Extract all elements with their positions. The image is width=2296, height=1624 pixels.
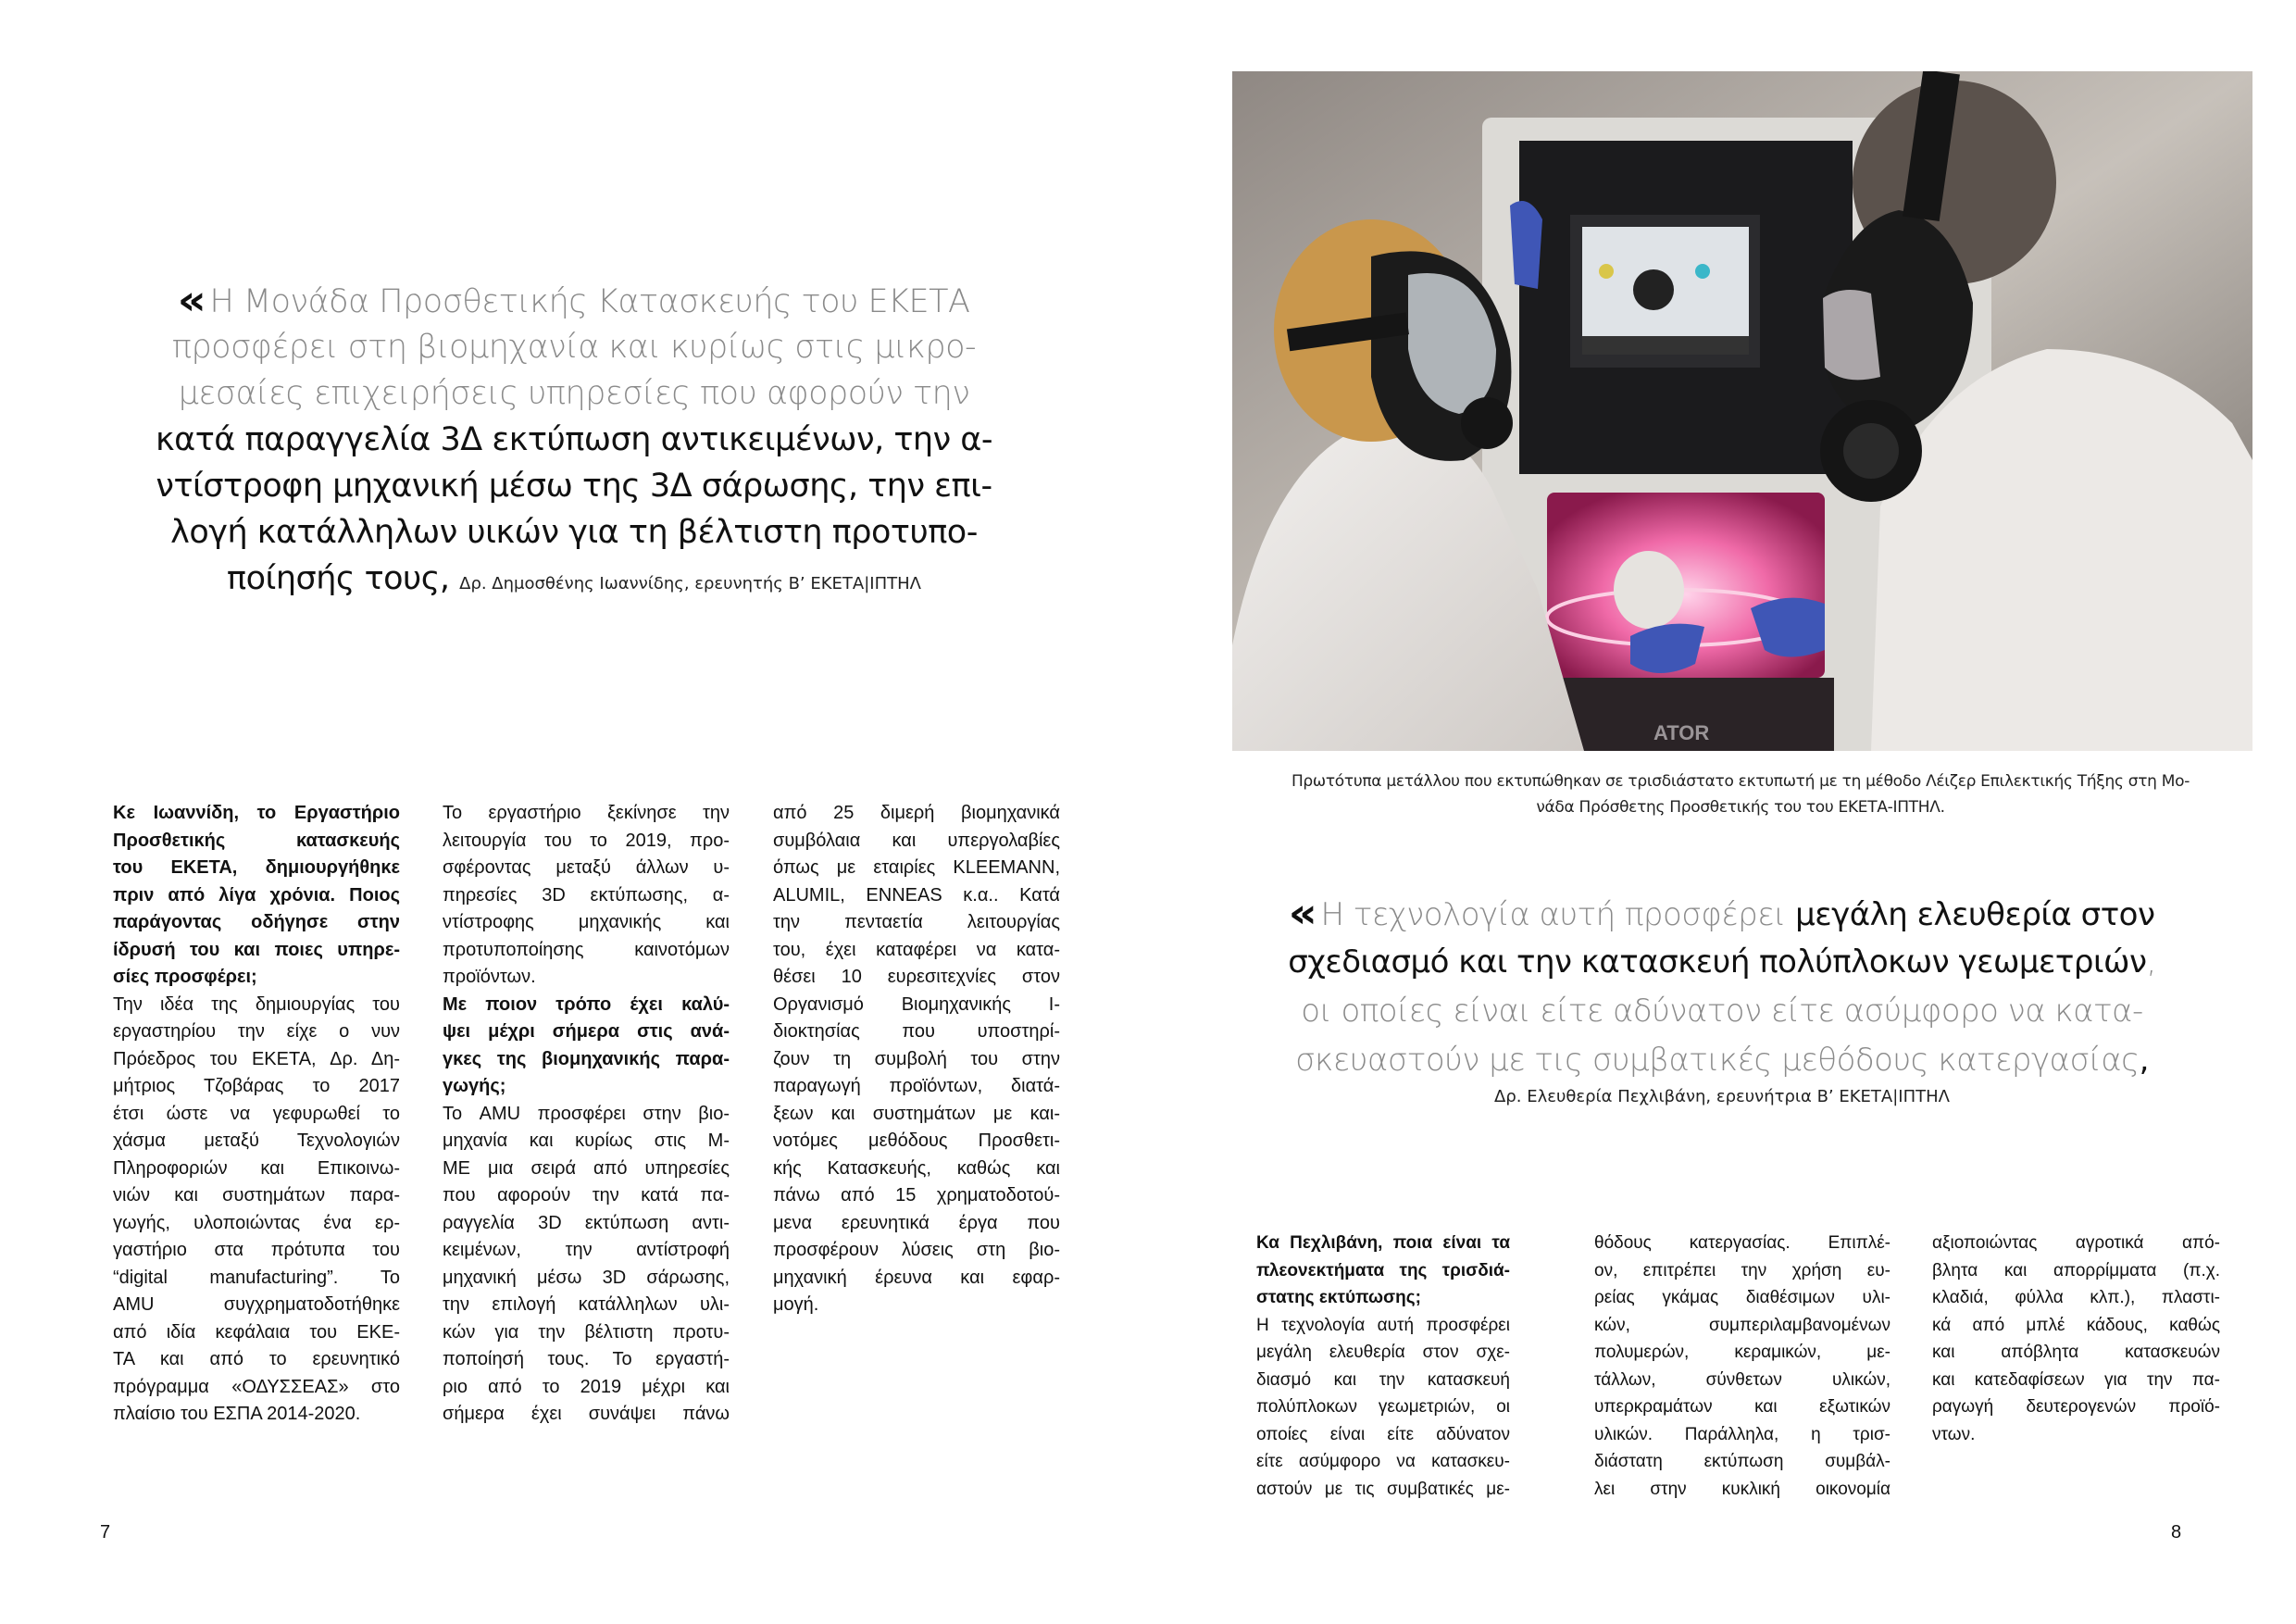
pull-quote-line: σκευαστούν με τις συμβατικές μεθόδους κατεργασίας, [1295, 1042, 2149, 1079]
body-text-line: μηχανική έρευνα και εφαρ- [773, 1267, 1060, 1288]
pull-quote-line: λογή κατάλληλων υικών για τη βέλτιστη προτυπο- [170, 514, 978, 551]
pull-quote-line: κατά παραγγελία 3Δ εκτύπωση αντικειμένων, την α- [156, 421, 992, 458]
body-text-line: προσφέρουν λύσεις στη βιο- [773, 1240, 1060, 1260]
body-text-line: Η τεχνολογία αυτή προσφέρει [1256, 1315, 1510, 1335]
body-text-line: ραγωγή δευτερογενών προϊό- [1932, 1397, 2220, 1417]
body-text-line: “digital manufacturing”. Το [113, 1267, 400, 1288]
body-text-line: ντίστροφης μηχανικής και [443, 912, 730, 932]
body-text-line: κών για την βέλτιστη προτυ- [443, 1321, 730, 1343]
body-text-line: Το εργαστήριο ξεκίνησε την [443, 803, 730, 823]
body-text-line: μεγάλη ελευθερία στον σχε- [1256, 1343, 1510, 1362]
question-line: γκες της βιομηχανικής παρα- [443, 1048, 730, 1069]
page-number: 8 [2171, 1522, 2182, 1543]
article-column-2 [443, 800, 730, 1429]
pull-quote-line: οι οποίες είναι είτε αδύνατον είτε ασύμφορο να κατα- [1301, 993, 2143, 1030]
body-text-line: Πληροφοριών και Επικοινω- [113, 1157, 400, 1179]
question-line: Κα Πεχλιβάνη, ποια είναι τα [1256, 1233, 1510, 1253]
body-text-line: νιών και συστημάτων παρα- [113, 1185, 400, 1206]
body-text-line: λειτουργία του το 2019, προ- [443, 830, 730, 851]
page-number: 7 [100, 1522, 111, 1543]
body-text-line: βλητα και απορρίμματα (π.χ. [1932, 1260, 2220, 1280]
body-text-line: πολυμερών, κεραμικών, με- [1594, 1343, 1890, 1362]
body-text-line: νοτόμες μεθόδους Προσθετι- [773, 1131, 1060, 1151]
body-text-line: και απόβλητα κατασκευών [1932, 1343, 2220, 1362]
question-line: πλεονεκτήματα της τρισδιά- [1256, 1260, 1510, 1280]
pull-quote-line: σχεδιασμό και την κατασκευή πολύπλοκων γεωμετριών, [1288, 943, 2156, 981]
body-text-line: Οργανισμό Βιομηχανικής Ι- [773, 993, 1060, 1015]
body-text-line: ον, επιτρέπει την χρήση ευ- [1594, 1260, 1890, 1280]
question-line: παράγοντας οδήγησε στην [113, 912, 400, 932]
photo-lab-3d-printer [1232, 71, 2252, 751]
question-line: σίες προσφέρει; [113, 967, 257, 987]
caption-line: Πρωτότυπα μετάλλου που εκτυπώθηκαν σε τρισδιάστατο εκτυπωτή με τη μέθοδο Λέιζερ Επιλεκτικής Τήξης στη Μο- [1291, 772, 2190, 791]
body-text-line: Το AMU προσφέρει στην βιο- [443, 1103, 730, 1124]
body-text-line: πηρεσίες 3D εκτύπωσης, α- [443, 884, 730, 906]
quote-mark-icon: « [177, 277, 206, 324]
body-text-line: όπως με εταιρίες KLEEMANN, [773, 857, 1060, 878]
body-text-line: ρείας γκάμας διαθέσιμων υλι- [1594, 1288, 1890, 1307]
body-text-line: εργαστηρίου την είχε ο νυν [113, 1021, 400, 1042]
pull-quote-attribution: Δρ. Δημοσθένης Ιωαννίδης, ερευνητής Β’ ΕΚΕΤΑ|ΙΠΤΗΛ [459, 574, 921, 593]
pull-quote-line: προσφέρει στη βιομηχανία και κυρίως στις μικρο- [171, 329, 977, 366]
body-text-line: πλαίσιο του ΕΣΠΑ 2014-2020. [113, 1404, 361, 1424]
body-text-line: μηχανική μέσω 3D σάρωσης, [443, 1267, 730, 1288]
body-text-line: θόδους κατεργασίας. Επιπλέ- [1594, 1233, 1890, 1253]
body-text-line: μενα ερευνητικά έργα που [773, 1212, 1060, 1233]
photo-caption [1250, 768, 2231, 820]
body-text-line: συμβόλαια και υπεργολαβίες [773, 830, 1060, 851]
pull-quote-pechlivani [1259, 889, 2185, 1109]
body-text-line: πρόγραμμα «ΟΔΥΣΣΕΑΣ» στο [113, 1376, 400, 1397]
body-text-line: Την ιδέα της δημιουργίας του [113, 993, 400, 1015]
photo-brand-text: ATOR [1653, 721, 1710, 744]
pull-quote-ioannidis [139, 278, 1009, 602]
body-text-line: από ιδία κεφάλαια του ΕΚΕ- [113, 1321, 400, 1343]
question-line: ψει μέχρι σήμερα στις ανά- [443, 1021, 730, 1042]
body-text-line: διασμό και την κατασκευή [1256, 1369, 1510, 1390]
article-column-6 [1932, 1230, 2220, 1448]
quote-mark-icon: « [1288, 890, 1316, 937]
question-line: Προσθετικής κατασκευής [113, 830, 400, 851]
question-line: γωγής; [443, 1076, 506, 1096]
body-text-line: προϊόντων. [443, 967, 536, 987]
pull-quote-line: ντίστροφη μηχανική μέσω της 3Δ σάρωσης, την επι- [156, 468, 992, 505]
question-line: του ΕΚΕΤΑ, δημιουργήθηκε [113, 857, 400, 878]
body-text-line: γαστήριο στα πρότυπα του [113, 1240, 400, 1260]
body-text-line: από 25 διμερή βιομηχανικά [773, 803, 1060, 823]
pull-quote-line: « Η Μονάδα Προσθετικής Κατασκευής του ΕΚΕΤΑ [177, 277, 970, 324]
question-line: Με ποιον τρόπο έχει καλύ- [443, 993, 730, 1015]
body-text-line: σφέροντας μεταξύ άλλων υ- [443, 857, 730, 878]
body-text-line: μογή. [773, 1294, 819, 1315]
body-text-line: οποίες είναι είτε αδύνατον [1256, 1424, 1510, 1444]
body-text-line: την πενταετία λειτουργίας [773, 912, 1060, 932]
body-text-line: ΤΑ και από το ερευνητικό [113, 1349, 400, 1369]
body-text-line: ζουν τη συμβολή του στην [773, 1048, 1060, 1069]
article-column-3 [773, 800, 1060, 1319]
body-text-line: αξιοποιώντας αγροτικά από- [1932, 1233, 2220, 1253]
question-line: ίδρυσή του και ποιες υπηρε- [113, 939, 400, 960]
body-text-line: κλαδιά, φύλλα κλπ.), πλαστι- [1932, 1288, 2220, 1307]
body-text-line: που αφορούν την κατά πα- [443, 1185, 730, 1206]
body-text-line: διάστατη εκτύπωση συμβάλ- [1594, 1452, 1890, 1471]
body-text-line: ριο από το 2019 μέχρι και [443, 1376, 730, 1397]
question-line: Κε Ιωαννίδη, το Εργαστήριο [113, 803, 400, 823]
caption-line: νάδα Πρόσθετης Προσθετικής του του ΕΚΕΤΑ-ΙΠΤΗΛ. [1536, 798, 1945, 817]
question-line: στατης εκτύπωσης; [1256, 1288, 1421, 1307]
body-text-line: γωγής, υλοποιώντας ένα ερ- [113, 1212, 400, 1233]
question-line: πριν από λίγα χρόνια. Ποιος [113, 884, 400, 906]
body-text-line: θέσει 10 ευρεσιτεχνίες στον [773, 967, 1060, 987]
body-text-line: την επιλογή κατάλληλων υλι- [443, 1294, 730, 1315]
body-text-line: κής Κατασκευής, καθώς και [773, 1157, 1060, 1179]
body-text-line: Πρόεδρος του ΕΚΕΤΑ, Δρ. Δη- [113, 1048, 400, 1069]
body-text-line: του, έχει καταφέρει να κατα- [773, 939, 1060, 960]
body-text-line: AMU συγχρηματοδοτήθηκε [113, 1294, 400, 1315]
article-column-5 [1594, 1230, 1890, 1503]
body-text-line: ALUMIL, ENNEAS κ.α.. Κατά [773, 884, 1060, 906]
pull-quote-line: μεσαίες επιχειρήσεις υπηρεσίες που αφορούν την [178, 375, 970, 412]
body-text-line: προτυποποίησης καινοτόμων [443, 939, 730, 960]
article-column-4 [1256, 1230, 1510, 1503]
body-text-line: πολύπλοκων γεωμετριών, οι [1256, 1397, 1510, 1417]
body-text-line: ΜΕ μια σειρά από υπηρεσίες [443, 1157, 730, 1179]
body-text-line: πάνω από 15 χρηματοδοτού- [773, 1185, 1060, 1206]
body-text-line: έτσι ώστε να γεφυρωθεί το [113, 1103, 400, 1124]
body-text-line: ντων. [1932, 1424, 1976, 1444]
body-text-line: σήμερα έχει συνάψει πάνω [443, 1404, 730, 1424]
body-text-line: παραγωγή προϊόντων, διατά- [773, 1076, 1060, 1096]
body-text-line: τάλλων, σύνθετων υλικών, [1594, 1369, 1890, 1390]
body-text-line: λει στην κυκλική οικονομία [1594, 1479, 1890, 1499]
body-text-line: διοκτησίας που υποστηρί- [773, 1021, 1060, 1042]
body-text-line: υπερκραμάτων και εξωτικών [1594, 1397, 1890, 1417]
body-text-line: μηχανία και κυρίως στις Μ- [443, 1131, 730, 1151]
body-text-line: υλικών. Παράλληλα, η τρισ- [1594, 1424, 1890, 1444]
pull-quote-attribution: Δρ. Ελευθερία Πεχλιβάνη, ερευνήτρια Β’ ΕΚΕΤΑ|ΙΠΤΗΛ [1494, 1087, 1950, 1106]
body-text-line: είτε ασύμφορο να κατασκευ- [1256, 1452, 1510, 1471]
body-text-line: κειμένων, την αντίστροφή [443, 1240, 730, 1260]
body-text-line: και κατεδαφίσεων για την πα- [1932, 1369, 2220, 1390]
pull-quote-line: « Η τεχνολογία αυτή προσφέρει μεγάλη ελευθερία στον [1288, 890, 2155, 937]
pull-quote-line: ποίησής τους, Δρ. Δημοσθένης Ιωαννίδης, ερευνητής Β’ ΕΚΕΤΑ|ΙΠΤΗΛ [227, 560, 921, 597]
body-text-line: μήτριος Τζοβάρας το 2017 [113, 1076, 400, 1096]
body-text-line: ραγγελία 3D εκτύπωση αντι- [443, 1212, 730, 1233]
body-text-line: χάσμα μεταξύ Τεχνολογιών [113, 1131, 400, 1151]
body-text-line: ποποίησή τους. Το εργαστή- [443, 1349, 730, 1369]
body-text-line: κών, συμπεριλαμβανομένων [1594, 1315, 1890, 1335]
body-text-line: κά από μπλέ κάδους, καθώς [1932, 1315, 2220, 1335]
body-text-line: ξεων και συστημάτων με και- [773, 1103, 1060, 1124]
article-column-1 [113, 800, 400, 1429]
body-text-line: αστούν με τις συμβατικές με- [1256, 1479, 1510, 1499]
